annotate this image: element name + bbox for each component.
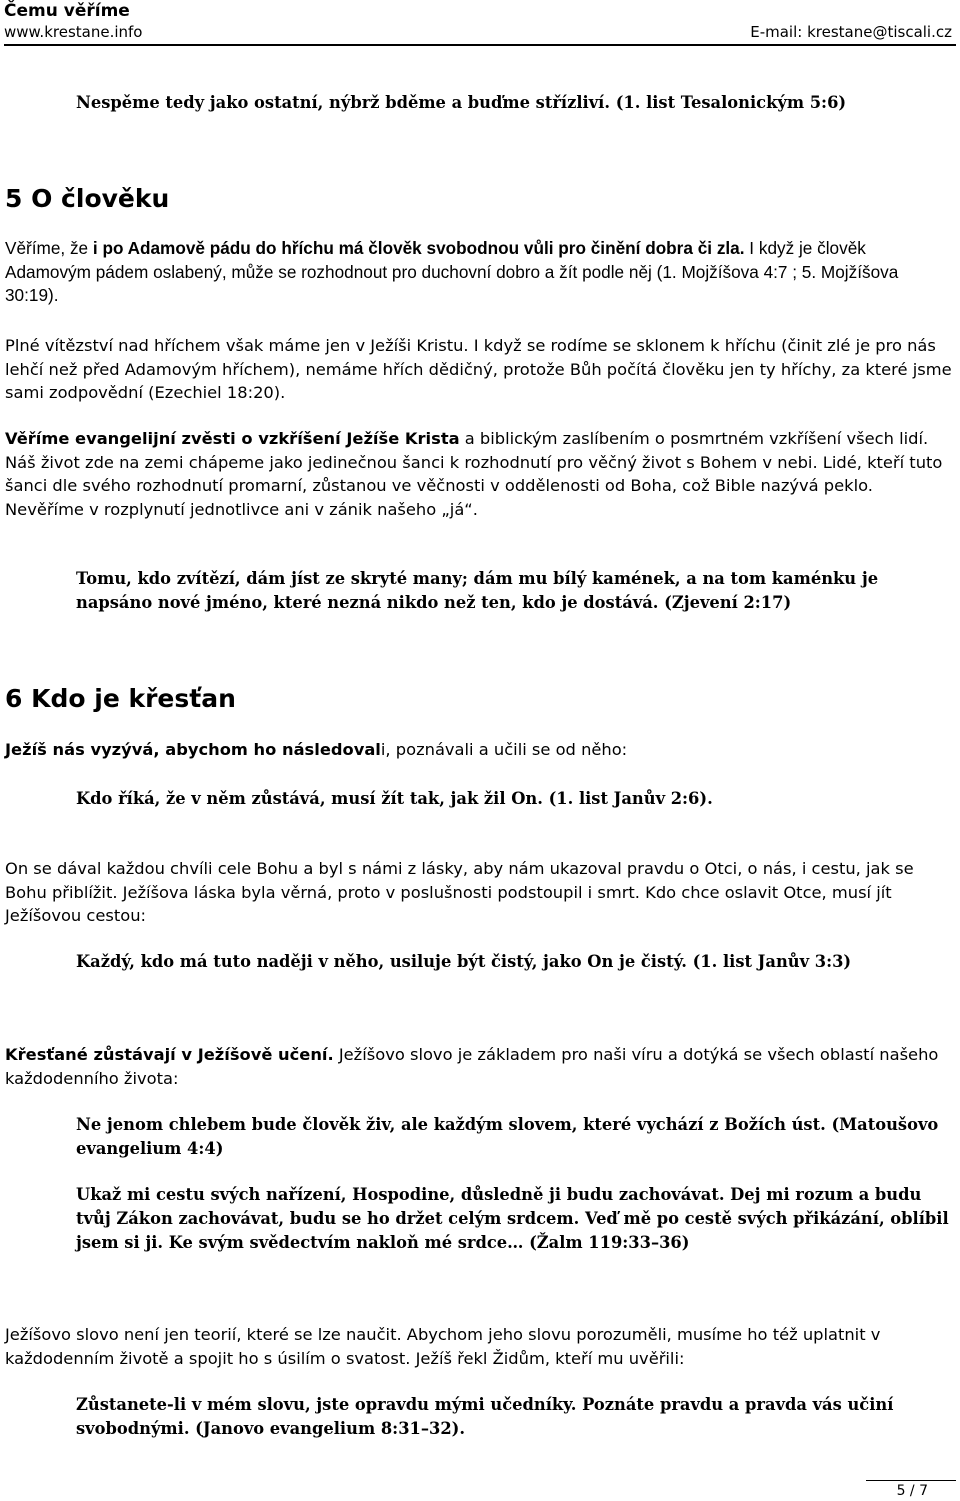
page-header	[4, 0, 956, 46]
bible-quote: Ne jenom chlebem bude člověk živ, ale každým slovem, které vychází z Božích úst. (Matoušovo evangelium 4:4)	[76, 1115, 939, 1158]
page-number: 5 / 7	[896, 1483, 928, 1499]
paragraph: On se dával každou chvíli cele Bohu a byl s námi z lásky, aby nám ukazoval pravdu o Otci, o nás, i cestu, jak se Bohu přiblížit. Ježíšova láska byla věrná, proto v poslušnosti podstoupil i smrt. Kdo chce oslavit Otce, musí jít Ježíšovou cestou:	[5, 859, 914, 925]
paragraph-text: i, poznávali a učili se od něho:	[380, 740, 628, 759]
bible-quote: Ukaž mi cestu svých nařízení, Hospodine, důsledně ji budu zachovávat. Dej mi rozum a budu tvůj Zákon zachovávat, budu se ho držet celým srdcem. Veď mě po cestě svých přikázání, oblíbil jsem si ji. Ke svým svědectvím nakloň mé srdce… (Žalm 119:33–36)	[76, 1185, 949, 1252]
header-divider	[4, 44, 956, 46]
bible-quote: Kdo říká, že v něm zůstává, musí žít tak, jak žil On. (1. list Janův 2:6).	[76, 789, 713, 808]
paragraph: Ježíšovo slovo není jen teorií, které se lze naučit. Abychom jeho slovu porozuměli, musíme ho též uplatnit v každodenním životě a spojit ho s úsilím o svatost. Ježíš řekl Židům, kteří mu uvěřili:	[5, 1325, 881, 1368]
paragraph-emphasis: Ježíš nás vyzývá, abychom ho následoval	[5, 740, 381, 759]
bible-quote: Tomu, kdo zvítězí, dám jíst ze skryté many; dám mu bílý kamének, a na tom kaménku je napsáno nové jméno, které nezná nikdo než ten, kdo je dostává. (Zjevení 2:17)	[76, 569, 879, 612]
section-heading: 5 O člověku	[5, 184, 170, 213]
footer-divider	[866, 1480, 956, 1481]
document-title: Čemu věříme	[4, 1, 130, 21]
website-url[interactable]: www.krestane.info	[4, 23, 143, 41]
paragraph-text: Věříme, že	[5, 238, 93, 258]
contact-email[interactable]: E-mail: krestane@tiscali.cz	[750, 23, 952, 41]
bible-quote: Nespěme tedy jako ostatní, nýbrž bděme a buďme střízliví. (1. list Tesalonickým 5:6)	[76, 93, 847, 112]
paragraph	[5, 427, 955, 521]
paragraph-text: Ježíšovo slovo je základem pro naši víru a dotýká se všech oblastí našeho každodenního života:	[5, 1045, 939, 1088]
paragraph	[5, 237, 955, 308]
paragraph-text: I když je člověk Adamovým pádem oslabený, může se rozhodnout pro duchovní dobro a žít podle něj (1. Mojžíšova 4:7 ; 5. Mojžíšova 30:19).	[5, 238, 899, 305]
bible-quote: Zůstanete-li v mém slovu, jste opravdu mými učedníky. Poznáte pravdu a pravda vás učiní svobodnými. (Janovo evangelium 8:31–32).	[76, 1395, 894, 1438]
paragraph-emphasis: Věříme evangelijní zvěsti o vzkříšení Ježíše Krista	[5, 429, 460, 448]
paragraph-emphasis: i po Adamově pádu do hříchu má člověk svobodnou vůli pro činění dobra či zla.	[92, 238, 745, 258]
paragraph-emphasis: Křesťané zůstávají v Ježíšově učení.	[5, 1045, 334, 1064]
paragraph-text: a biblickým zaslíbením o posmrtném vzkříšení všech lidí. Náš život zde na zemi chápeme jako jedinečnou šanci k rozhodnutí pro věčný život s Bohem v nebi. Lidé, kteří tuto šanci dle svého rozhodnutí promarní, zůstanou ve věčnosti v oddělenosti od Boha, což Bible nazývá peklo. Nevěříme v rozplynutí jednotlivce ani v zánik našeho „já“.	[5, 429, 943, 519]
paragraph	[5, 1043, 955, 1090]
paragraph	[5, 738, 955, 762]
section-heading: 6 Kdo je křesťan	[5, 684, 236, 713]
paragraph: Plné vítězství nad hříchem však máme jen v Ježíši Kristu. I když se rodíme se sklonem k hříchu (činit zlé je pro nás lehčí než před Adamovým hříchem), nemáme hřích dědičný, protože Bůh počítá člověku jen ty hříchy, za které jsme sami zodpovědní (Ezechiel 18:20).	[5, 336, 952, 402]
bible-quote: Každý, kdo má tuto naději v něho, usiluje být čistý, jako On je čistý. (1. list Janův 3:3)	[76, 952, 852, 971]
